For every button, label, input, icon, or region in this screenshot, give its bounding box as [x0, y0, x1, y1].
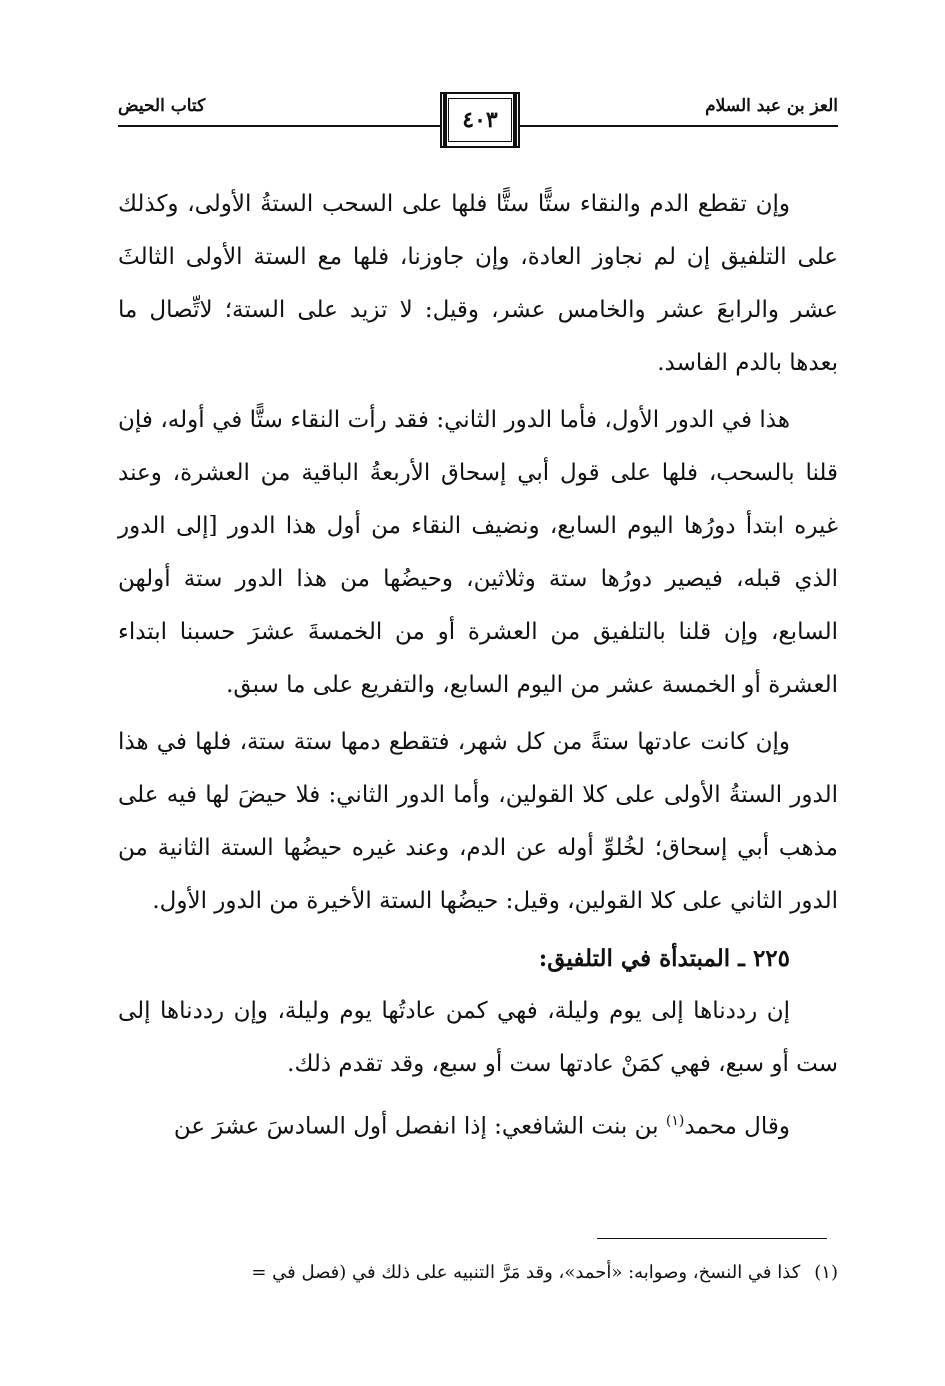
section-heading: ٢٢٥ ـ المبتدأة في التلفيق: — [538, 945, 790, 972]
footnote-text: كذا في النسخ، وصوابه: «أحمد»، وقد مَرَّ التنبيه على ذلك في (فصل في = — [251, 1262, 801, 1283]
page-number-right-bar — [513, 92, 517, 148]
header-section-title: كتاب الحيض — [118, 96, 206, 116]
main-text — [118, 178, 838, 1158]
page-number-frame — [440, 92, 520, 148]
paragraph-3: وإن كانت عادتها ستةً من كل شهر، فتقطع دمها ستة ستة، فلها في هذا الدور الستةُ الأولى على كلا القولين، وأما الدور الثاني: فلا حيضَ لها فيه على مذهب أبي إسحاق؛ لخُلوِّ أوله عن الدم، وعند غيره حيضُها الستة الثانية من الدور الثاني على كلا القولين، وقيل: حيضُها الستة الأخيرة من الدور الأول. — [118, 729, 838, 914]
paragraph-5-start: وقال محمد — [684, 1113, 790, 1140]
header-author: العز بن عبد السلام — [705, 96, 838, 116]
paragraph-4: إن رددناها إلى يوم وليلة، فهي كمن عادتُها يوم وليلة، وإن رددناها إلى ست أو سبع، فهي كمَنْ عادتها ست أو سبع، وقد تقدم ذلك. — [118, 998, 838, 1077]
footnote — [118, 1258, 838, 1288]
footnote-marker: (١) — [814, 1262, 838, 1283]
page-number: ٤٠٣ — [448, 98, 512, 142]
paragraph-2: هذا في الدور الأول، فأما الدور الثاني: فقد رأت النقاء ستًّا في أوله، فإن قلنا بالسحب، فلها على قول أبي إسحاق الأربعةُ الباقية من العشرة، وعند غيره ابتدأ دورُها اليوم السابع، ونضيف النقاء من أول هذا الدور [إلى الدور الذي قبله، فيصير دورُها ستة وثلاثين، وحيضُها من هذا الدور ستة أولهن السابع، وإن قلنا بالتلفيق من العشرة أو من الخمسةَ عشرَ حسبنا ابتداء العشرة أو الخمسة عشر من اليوم السابع، والتفريع على ما سبق. — [118, 407, 838, 698]
paragraph-1: وإن تقطع الدم والنقاء ستًّا ستًّا فلها على السحب الستةُ الأولى، وكذلك على التلفيق إن لم نجاوز العادة، وإن جاوزنا، فلها مع الستة الأولى الثالثَ عشر والرابعَ عشر والخامس عشر، وقيل: لا تزيد على الستة؛ لاتِّصال ما بعدها بالدم الفاسد. — [118, 191, 838, 376]
footnote-reference: (١) — [665, 1113, 685, 1129]
paragraph-5 — [118, 1095, 838, 1154]
page-number-left-bar — [443, 92, 447, 148]
footnote-rule — [597, 1238, 827, 1239]
running-header — [118, 92, 838, 162]
paragraph-5-rest: بن بنت الشافعي: إذا انفصل أول السادسَ عشرَ عن — [173, 1113, 666, 1140]
